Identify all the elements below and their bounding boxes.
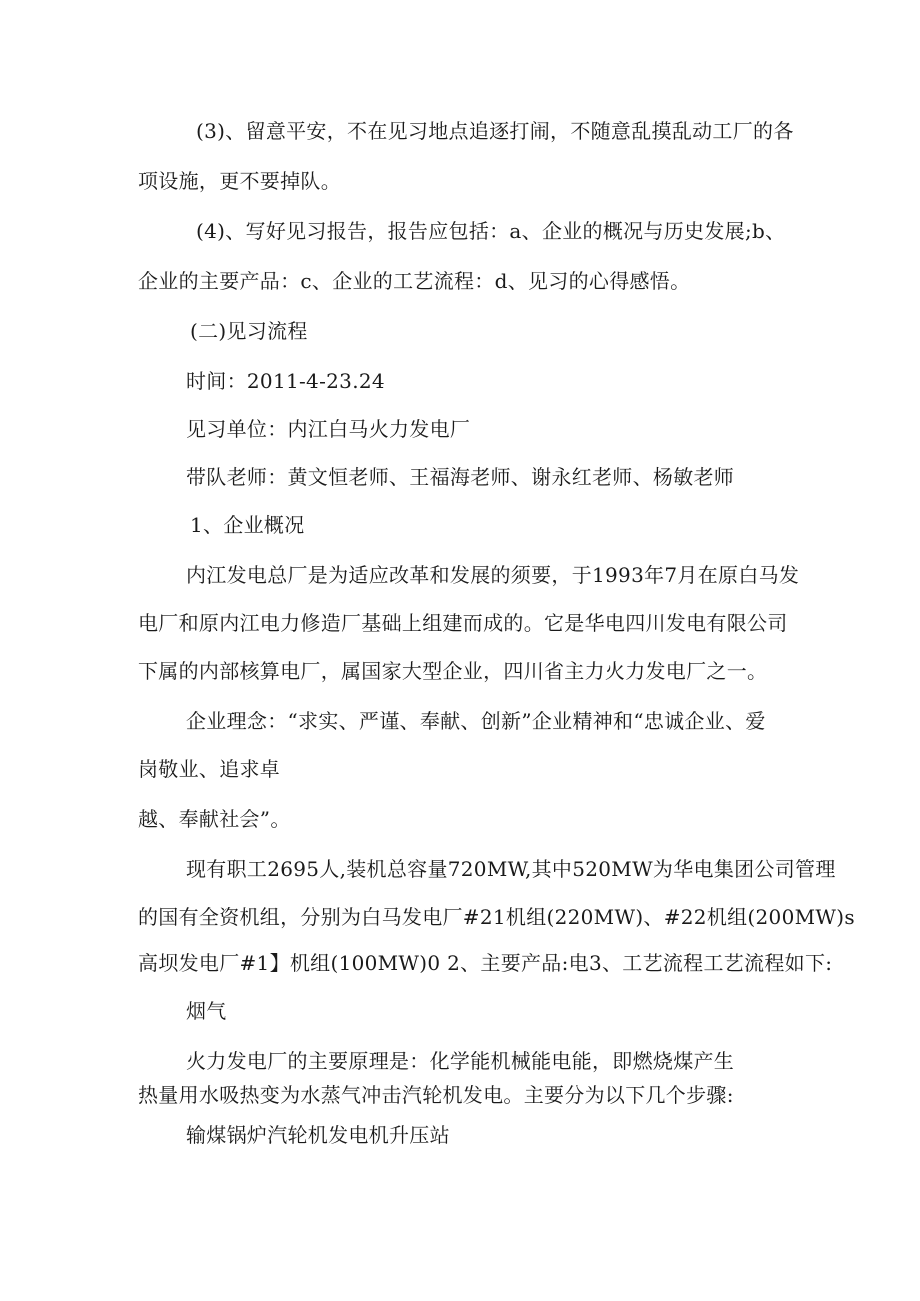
paragraph-line-18: 高坝发电厂#1】机组(100MW)0 2、主要产品:电3、工艺流程工艺流程如下: [138, 951, 833, 975]
paragraph-line-12: 下属的内部核算电厂，属国家大型企业，四川省主力火力发电厂之一。 [138, 659, 768, 683]
paragraph-line-4: 企业的主要产品：c、企业的工艺流程：d、见习的心得感悟。 [138, 269, 691, 293]
paragraph-line-10: 内江发电总厂是为适应改革和发展的须要，于1993年7月在原白马发 [186, 563, 800, 587]
paragraph-line-11: 电厂和原内江电力修造厂基础上组建而成的。它是华电四川发电有限公司 [138, 611, 788, 635]
paragraph-line-19: 烟气 [186, 999, 227, 1023]
paragraph-line-16: 现有职工2695人,装机总容量720MW,其中520MW为华电集团公司管理 [186, 857, 836, 881]
teachers-line: 带队老师：黄文恒老师、王福海老师、谢永红老师、杨敏老师 [186, 465, 735, 489]
paragraph-line-14: 岗敬业、追求卓 [138, 757, 281, 781]
paragraph-line-22: 输煤锅炉汽轮机发电机升压站 [186, 1123, 450, 1147]
paragraph-line-2: 项设施，更不要掉队。 [138, 169, 341, 193]
paragraph-line-3: (4)、写好见习报告，报告应包括：a、企业的概况与历史发展;b、 [196, 219, 786, 243]
paragraph-line-1: (3)、留意平安，不在见习地点追逐打闹，不随意乱摸乱动工厂的各 [196, 119, 794, 143]
paragraph-line-20: 火力发电厂的主要原理是：化学能机械能电能，即燃烧煤产生 [186, 1049, 735, 1073]
paragraph-line-15: 越、奉献社会”。 [138, 807, 291, 831]
time-line: 时间：2011-4-23.24 [186, 369, 385, 393]
section-heading: (二)见习流程 [190, 319, 308, 343]
paragraph-line-21: 热量用水吸热变为水蒸气冲击汽轮机发电。主要分为以下几个步骤: [138, 1083, 734, 1107]
paragraph-line-13: 企业理念：“求实、严谨、奉献、创新”企业精神和“忠诚企业、爱 [186, 709, 766, 733]
paragraph-line-17: 的国有全资机组，分别为白马发电厂#21机组(220MW)、#22机组(200MW)s [138, 905, 855, 929]
subsection-heading: 1、企业概况 [190, 513, 305, 537]
unit-line: 见习单位：内江白马火力发电厂 [186, 417, 471, 441]
